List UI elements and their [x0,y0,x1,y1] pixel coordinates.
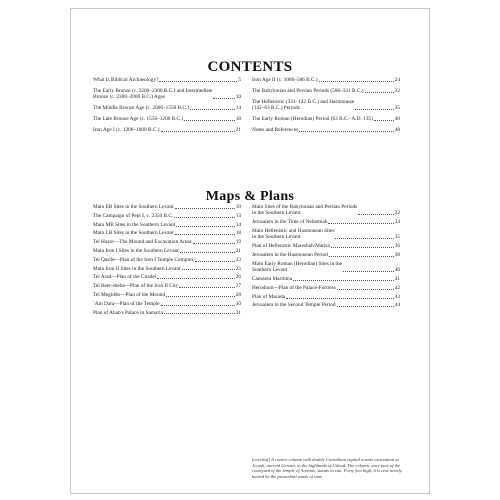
entry-title: Tel Hazor—The Mound and Excavation Areas [93,239,192,246]
page-number: 18 [235,116,241,123]
entry-title: Main EB Sites in the Southern Levant [93,204,174,210]
page-number: 35 [394,105,400,112]
toc-entry [93,230,241,236]
toc-entry [252,302,400,308]
dot-leader [166,296,235,297]
entry-title: Iron Age I (c. 1200–1000 B.C.) [93,127,160,134]
toc-entry [93,248,241,254]
page-number: 36 [394,243,400,250]
page-number: 34 [394,219,400,226]
entry-title: Jerusalem in the Hasmonean Period [252,252,328,258]
dot-leader [179,287,234,288]
entry-title: Herodium—Plan of the Palace-Fortress [252,284,336,291]
entry-title: The Hellenistic (331–142 B.C.) and Hasmonean (142–63 B.C.) Periods [252,99,355,112]
dot-leader [190,109,235,110]
entry-title: Main Sites of the Babylonian and Persian Periods in the Southern Levant [252,204,358,217]
page-number: 43 [394,293,400,300]
page-number: 19 [235,239,241,246]
toc-entry [93,292,241,298]
toc-entry [252,285,400,291]
entry-title: Main Hellenistic and Hasmonean Sites in the Southern Levant [252,228,335,241]
dot-leader [176,226,235,227]
dot-leader [299,131,394,132]
dot-leader [337,289,394,290]
toc-entry [93,127,241,133]
page-number: 41 [394,276,400,282]
dot-leader [175,234,235,235]
toc-entry [93,266,241,272]
entry-title: The Early Bronze (c. 3200–2300 B.C.) and Intermediate Bronze (c. 2300–2000 B.C.) Ages [93,88,213,101]
entry-title: Jerusalem in the Second Temple Period [252,302,336,309]
dot-leader [161,305,235,306]
entry-title: Notes and References [252,127,299,134]
page-number: 21 [235,127,241,134]
dot-leader [329,256,394,257]
entry-title: Jerusalem in the Time of Nehemiah [252,219,328,226]
toc-entry [252,276,400,282]
entry-title: The Early Roman (Herodian) Period (63 B.C.–A.D. 135) [252,116,373,123]
dot-leader [161,131,235,132]
page-number: 10 [235,94,241,101]
page-number: 5 [238,77,241,83]
page-number: 25 [235,265,241,272]
dot-leader [184,120,235,121]
entry-title: Main LB Sites in the Southern Levant [93,230,174,237]
page-number: 10 [235,204,241,210]
entry-title: The Campaign of Pepi I, c. 2350 B.C. [93,212,174,219]
dot-leader [343,271,394,272]
maps-right-column [252,204,400,311]
entry-title: Main Iron II Sites in the Southern Levant [93,265,181,272]
entry-title: Tel Megiddo—Plan of the Mound [93,291,166,298]
dot-leader [328,223,393,224]
page-number: 48 [394,127,400,134]
dot-leader [337,306,394,307]
toc-entry [252,88,400,94]
entry-title: Tel Qasile—Plan of the Iron I Temple Complex [93,256,194,263]
document-page [70,8,430,494]
dot-leader [164,313,235,314]
toc-entry [93,301,241,307]
toc-entry [93,257,241,263]
entry-title: Plan of Masada [252,293,285,300]
maps-left-column [93,204,241,318]
dot-leader [293,280,394,281]
toc-entry [252,261,400,274]
maps-plans-heading: Maps & Plans [205,189,295,204]
page-number: 14 [235,221,241,228]
toc-entry [252,252,400,258]
page-number: 23 [235,256,241,263]
dot-leader [358,214,394,215]
page-number: 28 [235,291,241,298]
toc-entry [93,274,241,280]
toc-entry [252,294,400,300]
contents-heading: CONTENTS [207,59,293,75]
page-number: 32 [394,88,400,94]
toc-entry [252,99,400,112]
dot-leader [180,252,235,253]
dot-leader [319,81,394,82]
page-number: 44 [394,302,400,309]
page-number: 32 [394,210,400,217]
toc-entry [252,77,400,83]
toc-entry [252,243,400,249]
dot-leader [374,120,394,121]
entry-title: Tel Arad—Plan of the Citadel [93,274,157,281]
toc-entry [93,310,241,316]
toc-entry [93,77,241,83]
entry-title: Plan of Hellenistic Mareshah/Marisa [252,243,330,250]
toc-entry [93,222,241,228]
toc-entry [252,127,400,133]
entry-title: ʿAin Dara—Plan of the Temple [93,300,160,307]
toc-entry [93,88,241,101]
toc-entry [93,283,241,289]
dot-leader [174,217,235,218]
page-number: 21 [235,247,241,254]
entry-title: The Middle Bronze Age (c. 2000–1550 B.C.) [93,105,190,112]
toc-entry [252,219,400,225]
dot-leader [331,247,394,248]
entry-title: The Babylonian and Persian Periods (586–331 B.C.) [252,88,364,94]
page-number: 42 [394,284,400,291]
dot-leader [213,98,234,99]
page-number: 26 [235,274,241,281]
entry-title: Main Iron I Sites in the Southern Levant [93,247,179,254]
page-number: 14 [235,105,241,112]
dot-leader [286,298,394,299]
page-number: 13 [235,212,241,219]
entry-title: Caesarea Maritima [252,276,293,282]
entry-title: Main Early Roman (Herodian) Sites in the Southern Levant [252,260,343,274]
contents-left-column [93,77,241,138]
page-number: 18 [235,230,241,237]
dot-leader [365,92,394,93]
entry-title: Plan of Ahab's Palace in Samaria [93,309,163,316]
page-number: 27 [235,283,241,290]
toc-entry [93,239,241,245]
dot-leader [157,278,235,279]
dot-leader [175,208,235,209]
contents-right-column [252,77,400,138]
dot-leader [355,109,393,110]
dot-leader [335,238,393,239]
page-number: 40 [394,116,400,123]
dot-leader [159,81,237,82]
page-number: 30 [235,300,241,307]
entry-title: Iron Age II (c. 1000–586 B.C.) [252,77,318,83]
toc-entry [93,213,241,219]
dot-leader [193,243,235,244]
toc-entry [252,228,400,241]
toc-entry [93,105,241,111]
entry-title: Tel Beer-sheba—Plan of the Iron II City [93,283,179,290]
toc-entry [93,204,241,210]
page-number: 31 [235,309,241,316]
toc-entry [93,116,241,122]
entry-title: What Is Biblical Archaeology? [93,77,159,83]
page-number: 38 [394,252,400,258]
dot-leader [195,261,235,262]
entry-title: Main MB Sites in the Southern Levant [93,221,176,228]
entry-title: The Late Bronze Age (c. 1550–1200 B.C.) [93,116,184,123]
toc-entry [252,116,400,122]
page-number: 24 [394,77,400,83]
toc-entry [252,204,400,217]
dot-leader [182,269,235,270]
photo-caption: (overleaf) A corner column with double Corinthian capital awaits excavation at Jerash, ancient Gerasa, in the highlands of Gilead. The column, once part of the courtyard of the temple of Artemis, stands in situ. Forty feet high, it is now nearly buried by the proverbial sands of time. [252,457,402,479]
page-number: 40 [394,267,400,274]
page-number: 35 [394,234,400,241]
